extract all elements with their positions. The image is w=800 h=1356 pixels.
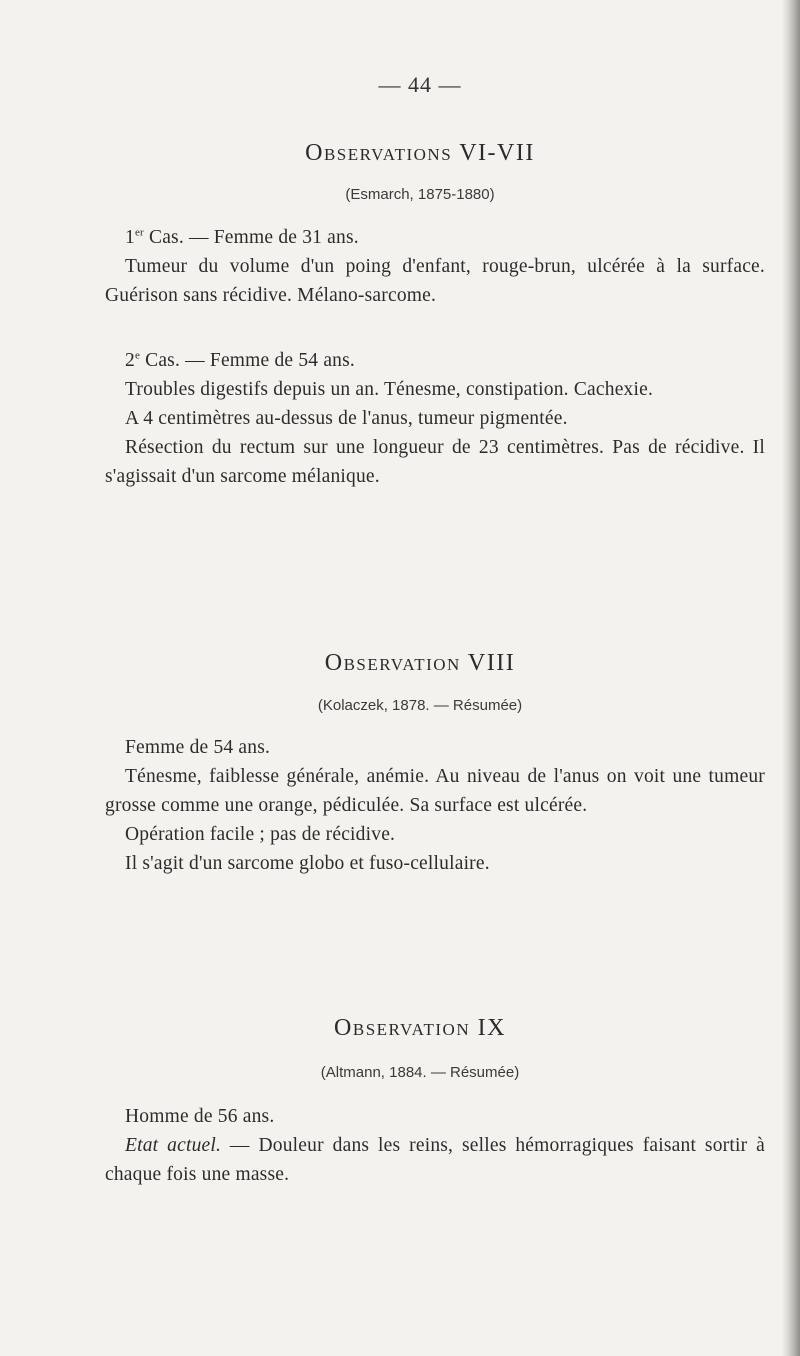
obs-viii-line-2: Ténesme, faiblesse générale, anémie. Au niveau de l'anus on voit une tumeur grosse comme une orange, pédiculée. Sa surface est ulcérée. (105, 766, 765, 816)
source-altmann: (Altmann, 1884. — Résumée) (320, 1064, 520, 1081)
heading-observation-ix: Observation IX (334, 1015, 506, 1041)
case-1-text: Tumeur du volume d'un poing d'enfant, rouge-brun, ulcérée à la surface. Guérison sans récidive. Mélano-sarcome. (105, 256, 765, 306)
obs-viii-line-3: Opération facile ; pas de récidive. (125, 824, 396, 845)
case-2-line-3: Résection du rectum sur une longueur de 23 centimètres. Pas de récidive. Il s'agissait d'un sarcome mélanique. (105, 437, 765, 487)
etat-actuel-label: Etat actuel. (125, 1135, 222, 1156)
case-2-line-2: A 4 centimètres au-dessus de l'anus, tumeur pigmentée. (125, 408, 568, 429)
heading-observation-viii: Observation VIII (324, 650, 516, 676)
source-kolaczek: (Kolaczek, 1878. — Résumée) (317, 697, 523, 714)
case-2-header: 2e Cas. — Femme de 54 ans. (125, 349, 355, 371)
heading-observations-vi-vii: Observations VI-VII (305, 140, 535, 166)
observation-ix-text (105, 1102, 765, 1189)
page-edge-shadow (782, 0, 800, 1356)
source-esmarch: (Esmarch, 1875-1880) (345, 186, 495, 203)
case-2-line-1: Troubles digestifs depuis un an. Ténesme, constipation. Cachexie. (125, 379, 654, 400)
observation-viii-text (105, 733, 765, 878)
case-1 (105, 223, 765, 310)
page-number: — 44 — (378, 72, 462, 97)
obs-ix-line-1: Homme de 56 ans. (125, 1106, 275, 1127)
obs-viii-line-4: Il s'agit d'un sarcome globo et fuso-cellulaire. (125, 853, 490, 874)
obs-ix-line-2: Etat actuel. — Douleur dans les reins, selles hémorragiques faisant sortir à chaque fois une masse. (105, 1135, 765, 1185)
case-1-header: 1er Cas. — Femme de 31 ans. (125, 226, 359, 248)
case-2 (105, 346, 765, 491)
obs-viii-line-1: Femme de 54 ans. (125, 737, 271, 758)
